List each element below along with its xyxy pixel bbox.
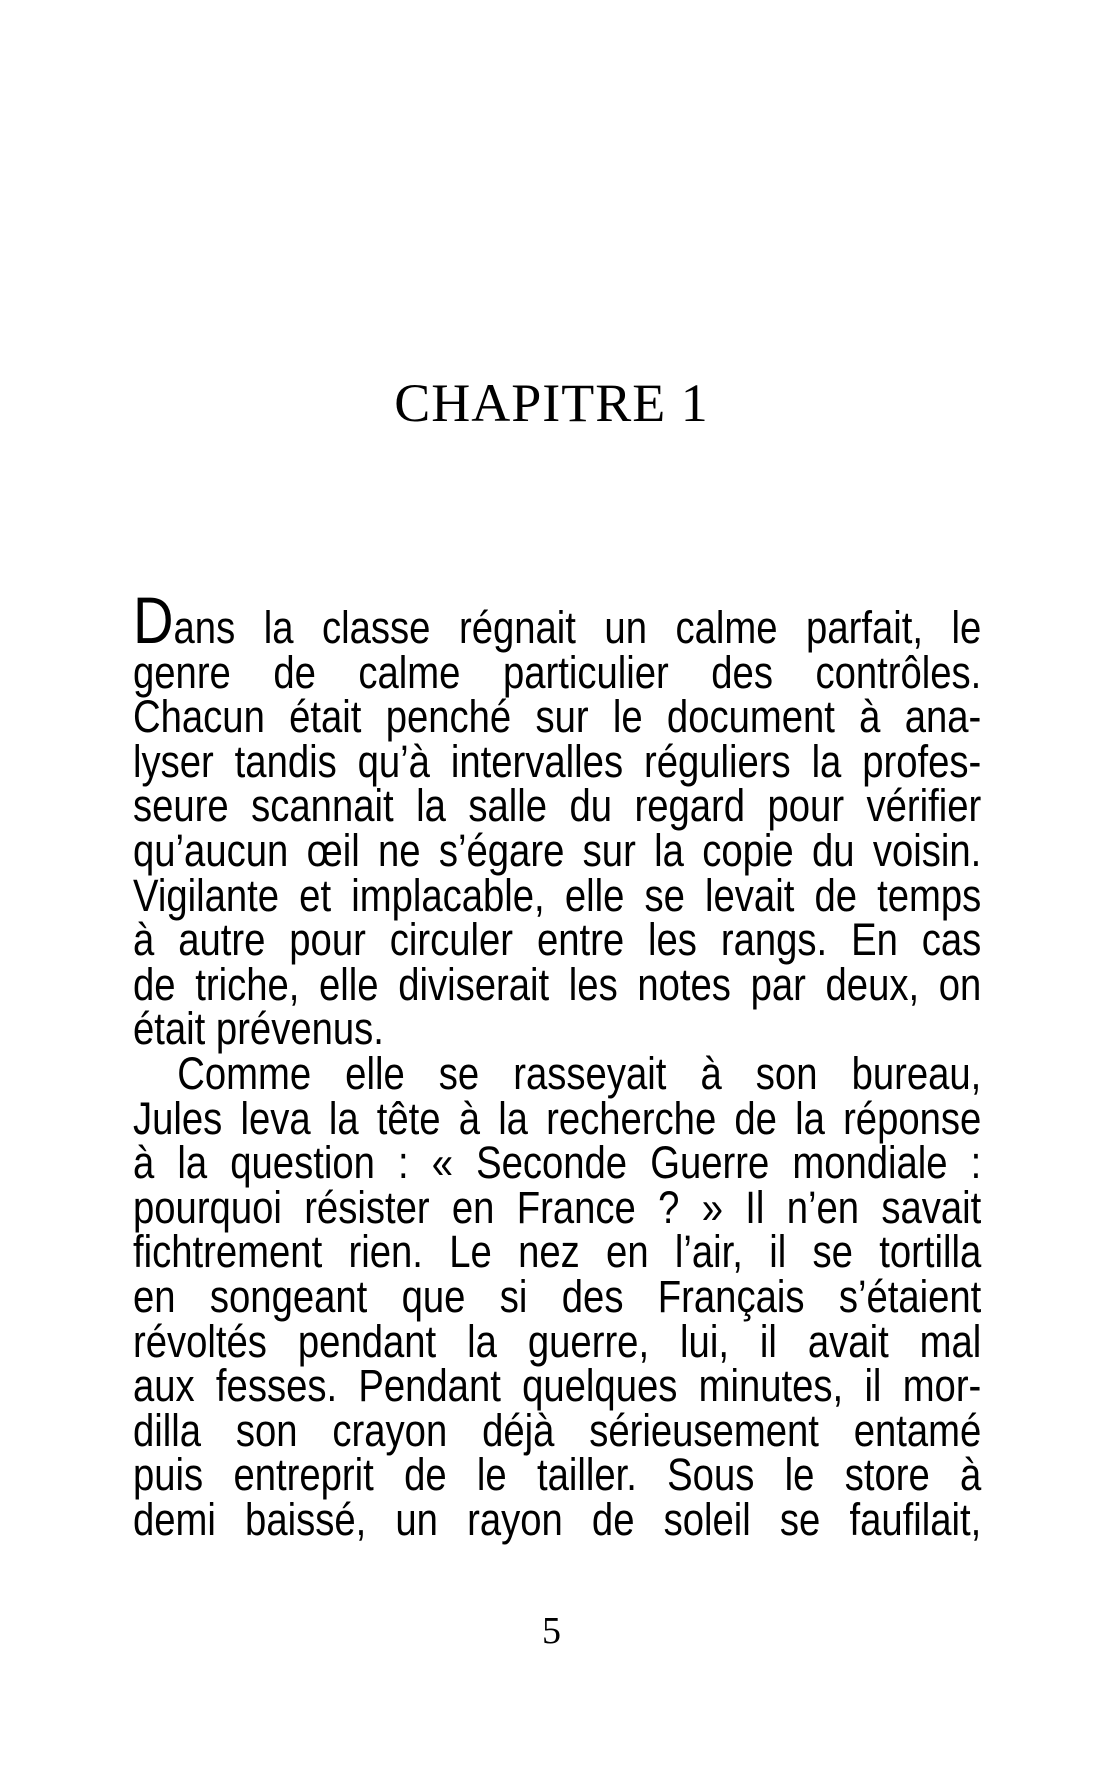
- text-line: Comme elle se rasseyait à son bureau,: [177, 1047, 982, 1099]
- text-line: seure scannait la salle du regard pour vérifier: [133, 780, 982, 832]
- text-line: qu’aucun œil ne s’égare sur la copie du voisin.: [133, 824, 982, 876]
- text-line: Jules leva la tête à la recherche de la réponse: [133, 1092, 982, 1144]
- text-line: [133, 583, 982, 657]
- text-line: Vigilante et implacable, elle se levait de temps: [133, 869, 982, 921]
- text-line-content: ans la classe régnait un calme parfait, le: [173, 602, 982, 653]
- text-line: révoltés pendant la guerre, lui, il avait mal: [133, 1315, 982, 1367]
- chapter-title: CHAPITRE 1: [394, 373, 709, 433]
- text-line: à la question : « Seconde Guerre mondiale :: [133, 1137, 982, 1189]
- text-line: pourquoi résister en France ? » Il n’en savait: [133, 1181, 982, 1233]
- text-line: fichtrement rien. Le nez en l’air, il se tortilla: [133, 1226, 982, 1278]
- drop-cap-letter: D: [133, 583, 174, 657]
- text-line: genre de calme particulier des contrôles.: [133, 646, 982, 698]
- page-number: 5: [542, 1610, 561, 1652]
- text-line: de triche, elle diviserait les notes par deux, on: [133, 958, 982, 1010]
- text-line: demi baissé, un rayon de soleil se faufilait,: [133, 1493, 982, 1545]
- text-line: en songeant que si des Français s’étaient: [133, 1270, 982, 1322]
- page-body: [133, 583, 982, 1545]
- text-line: aux fesses. Pendant quelques minutes, il mor-: [133, 1360, 982, 1412]
- text-line: était prévenus.: [133, 1003, 384, 1055]
- text-line: puis entreprit de le tailler. Sous le store à: [133, 1449, 982, 1501]
- text-line: Chacun était penché sur le document à ana-: [133, 691, 982, 743]
- text-line: lyser tandis qu’à intervalles réguliers la profes-: [133, 735, 982, 787]
- text-line: dilla son crayon déjà sérieusement entamé: [133, 1404, 982, 1456]
- text-line: à autre pour circuler entre les rangs. En cas: [133, 914, 982, 966]
